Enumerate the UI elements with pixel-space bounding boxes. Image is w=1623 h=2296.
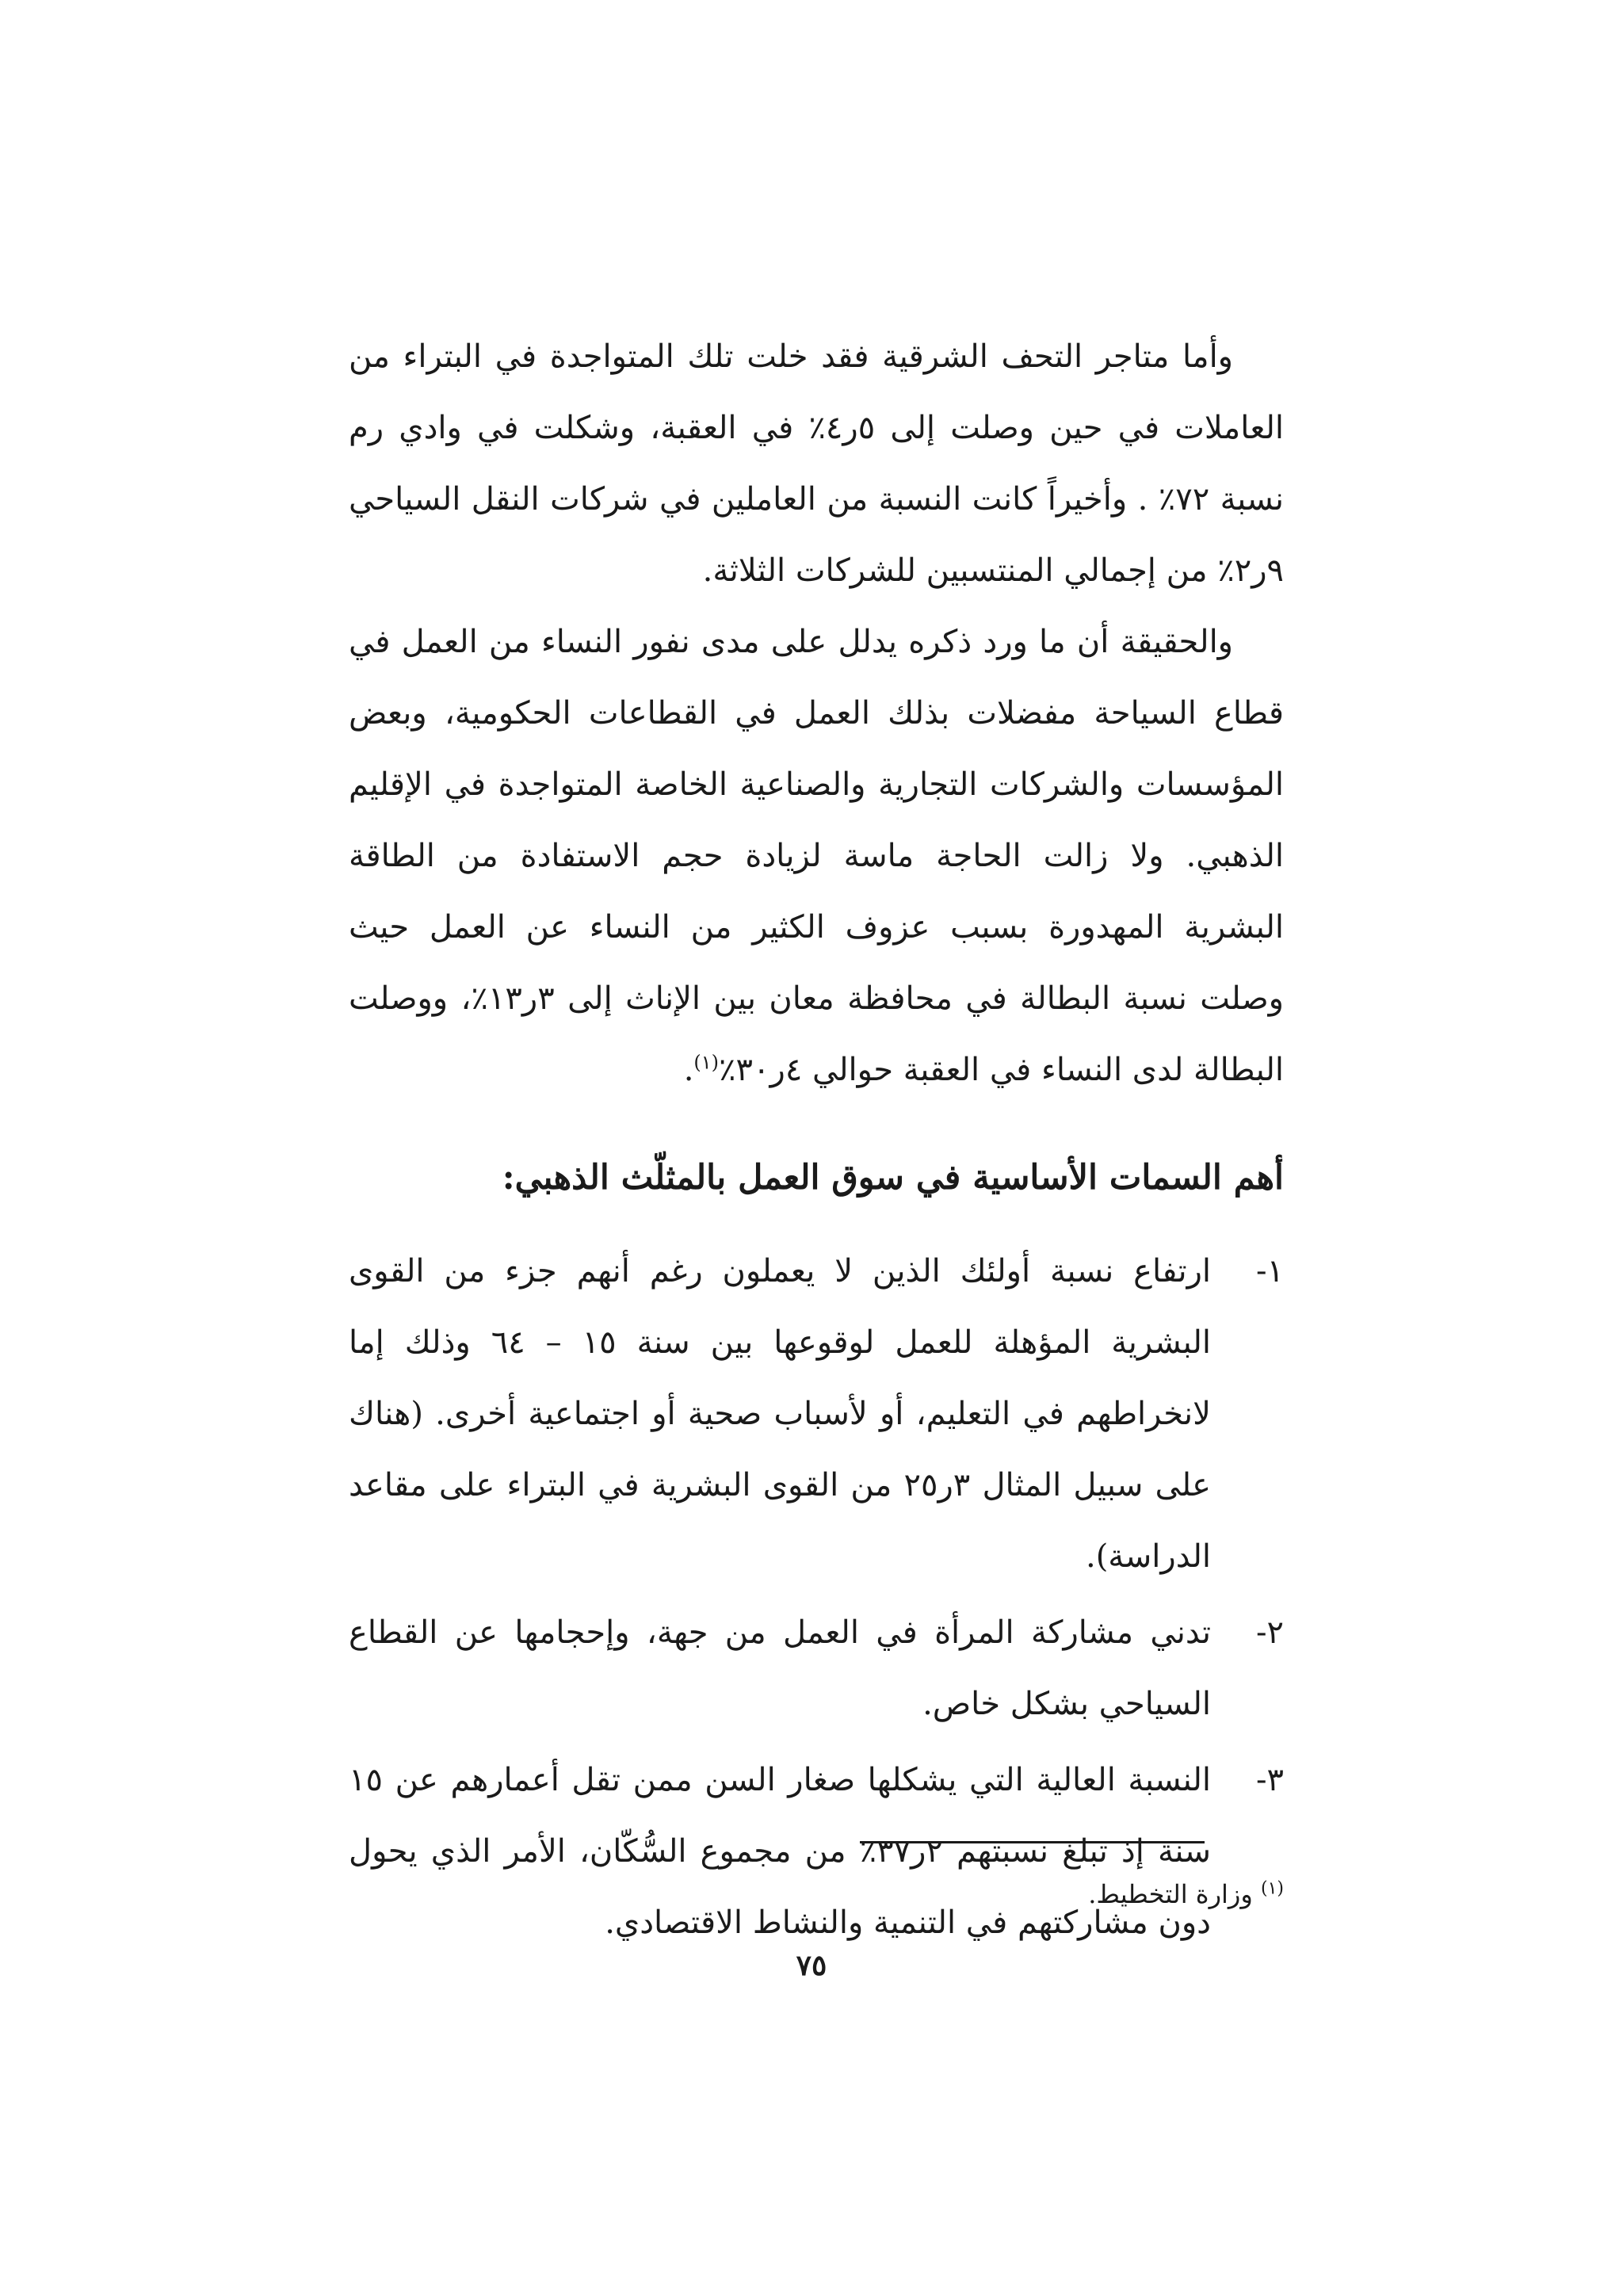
footnote-reference[interactable]: (١) [693,1051,720,1074]
list-item-number: ٢- [1256,1614,1284,1651]
paragraph-2-end: . [683,1052,694,1088]
footnote-text: وزارة التخطيط. [1088,1879,1253,1909]
list-item-text: تدني مشاركة المرأة في العمل من جهة، وإحجامها عن القطاع السياحي بشكل خاص. [349,1614,1211,1722]
page-number: ٧٥ [796,1949,827,1982]
footnote-separator [860,1841,1205,1843]
list-item [349,1597,1284,1740]
features-list [349,1236,1284,1958]
list-item-number: ١- [1256,1253,1284,1289]
footnote-number: (١) [1260,1878,1284,1899]
list-item-text: النسبة العالية التي يشكلها صغار السن ممن تقل أعمارهم عن ١٥ سنة إذ تبلغ نسبتهم ٢ر٣٧٪ من مجموع السُّكّان، الأمر الذي يحول دون مشاركتهم في التنمية والنشاط الاقتصادي. [349,1762,1211,1941]
body-text [349,321,1284,1963]
list-item-number: ٣- [1256,1762,1284,1798]
paragraph-1: وأما متاجر التحف الشرقية فقد خلت تلك المتواجدة في البتراء من العاملات في حين وصلت إلى ٥ر٤٪ في العقبة، وشكلت في وادي رم نسبة ٧٢٪ . وأخيراً كانت النسبة من العاملين في شركات النقل السياحي ٩ر٢٪ من إجمالي المنتسبين للشركات الثلاثة. [349,338,1284,589]
list-item [349,1744,1284,1958]
list-item [349,1236,1284,1592]
list-item-text: ارتفاع نسبة أولئك الذين لا يعملون رغم أنهم جزء من القوى البشرية المؤهلة للعمل لوقوعها بين سنة ١٥ – ٦٤ وذلك إما لانخراطهم في التعليم، أو لأسباب صحية أو اجتماعية أخرى. (هناك على سبيل المثال ٣ر٢٥ من القوى البشرية في البتراء على مقاعد الدراسة). [349,1253,1211,1575]
footnote [349,1870,1284,1918]
section-heading: أهم السمات الأساسية في سوق العمل بالمثلّث الذهبي: [502,1158,1284,1198]
paragraph-2 [349,606,1284,1106]
paragraph-2-text: والحقيقة أن ما ورد ذكره يدلل على مدى نفور النساء من العمل في قطاع السياحة مفضلات بذلك العمل في القطاعات الحكومية، وبعض المؤسسات والشركات التجارية والصناعية الخاصة المتواجدة في الإقليم الذهبي. ولا زالت الحاجة ماسة لزيادة حجم الاستفادة من الطاقة البشرية المهدورة بسبب عزوف الكثير من النساء عن العمل حيث وصلت نسبة البطالة في محافظة معان بين الإناث إلى ٣ر١٣٪، ووصلت البطالة لدى النساء في العقبة حوالي ٤ر٣٠٪ [349,624,1285,1088]
